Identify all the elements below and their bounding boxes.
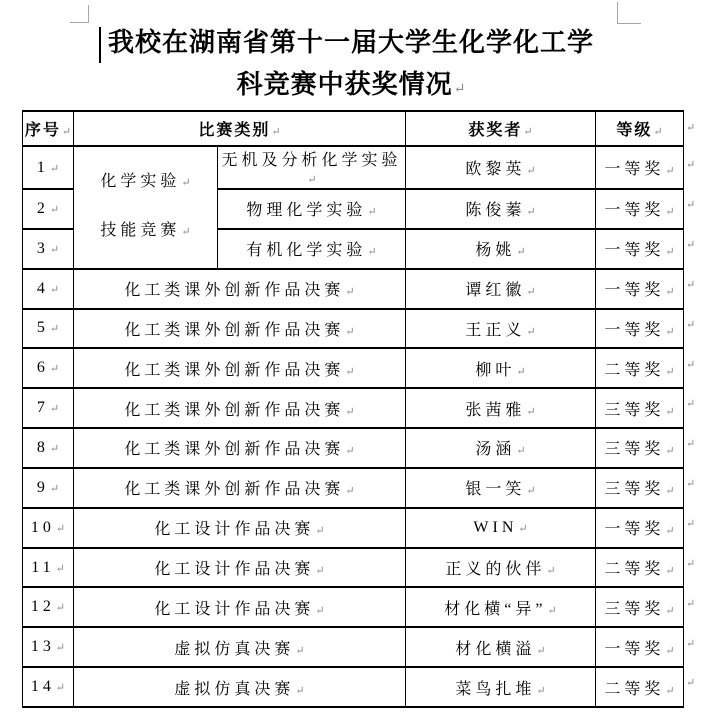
end-of-cell-mark: ↵ <box>665 165 675 177</box>
category-cell[interactable]: 虚拟仿真决赛↵ <box>74 667 406 707</box>
row-number-cell[interactable]: 7↵ <box>23 388 74 428</box>
end-of-row-mark: ↵ <box>686 557 696 570</box>
end-of-cell-mark: ↵ <box>315 565 325 578</box>
row-number-cell[interactable]: 3↵ <box>23 229 74 269</box>
text-boundary-mark-top-left <box>70 5 89 23</box>
end-of-row-marks <box>686 110 702 703</box>
end-of-row-mark: ↵ <box>686 278 696 291</box>
end-of-row-mark: ↵ <box>686 677 696 690</box>
grade-cell[interactable]: 一等奖↵ <box>596 269 684 309</box>
merged-category-line-1: 化学实验↵ <box>100 173 191 191</box>
end-of-cell-mark: ↵ <box>345 445 355 458</box>
end-of-cell-mark: ↵ <box>665 684 675 697</box>
subcategory-cell[interactable]: 有机化学实验↵ <box>218 229 406 269</box>
table-row <box>23 388 684 428</box>
grade-cell[interactable]: 一等奖↵ <box>596 309 684 349</box>
category-cell[interactable]: 化工类课外创新作品决赛↵ <box>74 269 406 309</box>
category-cell[interactable]: 虚拟仿真决赛↵ <box>74 627 406 667</box>
end-of-cell-mark: ↵ <box>49 363 60 376</box>
category-cell[interactable]: 化工类课外创新作品决赛↵ <box>74 309 406 349</box>
end-of-row-mark: ↵ <box>686 358 696 371</box>
end-of-cell-mark: ↵ <box>665 405 675 418</box>
category-cell[interactable]: 化工类课外创新作品决赛↵ <box>74 388 406 428</box>
row-number-cell[interactable]: 10↵ <box>23 508 74 548</box>
grade-cell[interactable]: 一等奖↵ <box>596 229 684 269</box>
winner-cell[interactable]: 柳叶↵ <box>406 348 596 388</box>
end-of-cell-mark: ↵ <box>55 562 65 575</box>
row-number-cell[interactable]: 9↵ <box>23 468 74 508</box>
end-of-cell-mark: ↵ <box>653 126 663 138</box>
winner-cell[interactable]: 谭红徽↵ <box>406 269 596 309</box>
end-of-cell-mark: ↵ <box>665 565 675 578</box>
end-of-cell-mark: ↵ <box>665 365 675 378</box>
end-of-cell-mark: ↵ <box>547 604 557 617</box>
end-of-cell-mark: ↵ <box>345 485 355 498</box>
category-cell[interactable]: 化工类课外创新作品决赛↵ <box>74 468 406 508</box>
header-grade[interactable]: 等级↵ <box>596 111 684 146</box>
header-winner[interactable]: 获奖者↵ <box>406 111 596 146</box>
end-of-cell-mark: ↵ <box>516 445 526 458</box>
winner-cell[interactable]: 张茜雅↵ <box>406 388 596 428</box>
document-title[interactable] <box>0 22 702 111</box>
awards-table[interactable] <box>22 110 684 708</box>
row-number-cell[interactable]: 2↵ <box>23 189 74 229</box>
row-number-cell[interactable]: 14↵ <box>23 667 74 707</box>
winner-cell[interactable]: 材化横“异”↵ <box>406 587 596 627</box>
table-row <box>23 348 684 388</box>
end-of-cell-mark: ↵ <box>271 126 281 138</box>
winner-cell[interactable]: 银一笑↵ <box>406 468 596 508</box>
end-of-cell-mark: ↵ <box>181 226 191 239</box>
end-of-cell-mark: ↵ <box>55 682 66 695</box>
winner-cell[interactable]: 陈俊蓁↵ <box>406 189 596 229</box>
table-row <box>23 667 684 707</box>
end-of-cell-mark: ↵ <box>536 644 546 657</box>
table-row <box>23 428 684 468</box>
end-of-cell-mark: ↵ <box>315 525 325 538</box>
end-of-cell-mark: ↵ <box>295 684 305 697</box>
merged-category-line-2: 技能竞赛↵ <box>100 222 191 240</box>
end-of-cell-mark: ↵ <box>49 482 60 495</box>
grade-cell[interactable]: 三等奖↵ <box>596 587 684 627</box>
winner-cell[interactable]: 欧黎英↵ <box>406 146 596 189</box>
end-of-cell-mark: ↵ <box>526 405 536 418</box>
end-of-row-mark: ↵ <box>686 318 696 331</box>
winner-cell[interactable]: 菜鸟扎堆↵ <box>406 667 596 707</box>
end-of-row-mark: ↵ <box>686 199 696 212</box>
row-number-cell[interactable]: 8↵ <box>23 428 74 468</box>
end-of-cell-mark: ↵ <box>516 246 526 259</box>
end-of-cell-mark: ↵ <box>367 246 377 259</box>
end-of-cell-mark: ↵ <box>665 485 675 498</box>
end-of-cell-mark: ↵ <box>526 286 536 299</box>
end-of-row-mark: ↵ <box>686 597 696 610</box>
end-of-cell-mark: ↵ <box>345 365 355 378</box>
end-of-cell-mark: ↵ <box>665 286 675 299</box>
table-header-row <box>23 111 684 146</box>
grade-cell[interactable]: 一等奖↵ <box>596 508 684 548</box>
end-of-cell-mark: ↵ <box>49 403 60 416</box>
end-of-cell-mark: ↵ <box>536 684 546 697</box>
table-row <box>23 146 684 189</box>
end-of-cell-mark: ↵ <box>546 565 556 578</box>
end-of-cell-mark: ↵ <box>295 644 305 657</box>
end-of-cell-mark: ↵ <box>49 162 60 175</box>
end-of-cell-mark: ↵ <box>345 286 355 299</box>
end-of-cell-mark: ↵ <box>526 485 536 498</box>
winner-cell[interactable]: WIN↵ <box>406 508 596 548</box>
row-number-cell[interactable]: 13↵ <box>23 627 74 667</box>
end-of-cell-mark: ↵ <box>665 644 675 657</box>
table-row <box>23 468 684 508</box>
title-line-1[interactable]: 我校在湖南省第十一届大学生化学化工学 <box>107 28 594 57</box>
end-of-cell-mark: ↵ <box>55 642 66 655</box>
subcategory-cell[interactable]: 物理化学实验↵ <box>218 189 406 229</box>
end-of-cell-mark: ↵ <box>665 325 675 338</box>
end-of-cell-mark: ↵ <box>345 325 355 338</box>
end-of-cell-mark: ↵ <box>345 405 355 418</box>
category-cell[interactable]: 化工类课外创新作品决赛↵ <box>74 348 406 388</box>
grade-cell[interactable]: 一等奖↵ <box>596 189 684 229</box>
row-number-cell[interactable]: 12↵ <box>23 587 74 627</box>
end-of-cell-mark: ↵ <box>49 243 60 256</box>
header-index[interactable]: 序号↵ <box>23 111 74 146</box>
row-number-cell[interactable]: 4↵ <box>23 269 74 309</box>
end-of-cell-mark: ↵ <box>55 602 66 615</box>
end-of-cell-mark: ↵ <box>49 442 60 455</box>
table-row <box>23 508 684 548</box>
end-of-row-mark: ↵ <box>686 637 696 650</box>
end-of-row-mark: ↵ <box>686 159 696 172</box>
end-of-cell-mark: ↵ <box>665 246 675 259</box>
end-of-row-mark: ↵ <box>686 239 696 252</box>
end-of-cell-mark: ↵ <box>49 203 60 216</box>
row-number-cell[interactable]: 1↵ <box>23 146 74 189</box>
header-category[interactable]: 比赛类别↵ <box>74 111 406 146</box>
end-of-cell-mark: ↵ <box>49 323 60 336</box>
category-cell[interactable]: 化工类课外创新作品决赛↵ <box>74 428 406 468</box>
grade-cell[interactable]: 一等奖↵ <box>596 146 684 189</box>
end-of-cell-mark: ↵ <box>523 126 533 138</box>
end-of-row-mark: ↵ <box>686 398 696 411</box>
grade-cell[interactable]: 三等奖↵ <box>596 468 684 508</box>
table-row <box>23 548 684 588</box>
table-row <box>23 627 684 667</box>
end-of-cell-mark: ↵ <box>315 604 325 617</box>
row-number-cell[interactable]: 11↵ <box>23 548 74 588</box>
winner-cell[interactable]: 王正义↵ <box>406 309 596 349</box>
table-row <box>23 309 684 349</box>
end-of-cell-mark: ↵ <box>665 206 675 219</box>
end-of-cell-mark: ↵ <box>49 283 60 296</box>
end-of-row-mark: ↵ <box>686 122 696 134</box>
end-of-cell-mark: ↵ <box>665 525 675 538</box>
end-of-row-mark: ↵ <box>686 478 696 491</box>
table-row <box>23 269 684 309</box>
end-of-cell-mark: ↵ <box>55 522 66 535</box>
grade-cell[interactable]: 二等奖↵ <box>596 548 684 588</box>
end-of-cell-mark: ↵ <box>665 604 675 617</box>
title-line-2[interactable]: 科竞赛中获奖情况↵ <box>236 70 466 99</box>
winner-cell[interactable]: 汤涵↵ <box>406 428 596 468</box>
end-of-cell-mark: ↵ <box>518 522 528 535</box>
grade-cell[interactable]: 一等奖↵ <box>596 627 684 667</box>
table-row <box>23 587 684 627</box>
grade-cell[interactable]: 三等奖↵ <box>596 428 684 468</box>
end-of-cell-mark: ↵ <box>665 445 675 458</box>
winner-cell[interactable]: 材化横溢↵ <box>406 627 596 667</box>
end-of-row-mark: ↵ <box>686 438 696 451</box>
category-cell[interactable]: 化工设计作品决赛↵ <box>74 508 406 548</box>
end-of-cell-mark: ↵ <box>61 126 72 138</box>
row-number-cell[interactable]: 6↵ <box>23 348 74 388</box>
category-cell[interactable]: 化工设计作品决赛↵ <box>74 548 406 588</box>
end-of-cell-mark: ↵ <box>307 174 317 186</box>
subcategory-cell[interactable]: 无机及分析化学实验↵ <box>218 146 406 189</box>
end-of-cell-mark: ↵ <box>526 206 536 219</box>
end-of-cell-mark: ↵ <box>516 365 526 378</box>
end-of-row-mark: ↵ <box>686 518 696 531</box>
grade-cell[interactable]: 二等奖↵ <box>596 667 684 707</box>
winner-cell[interactable]: 杨姚↵ <box>406 229 596 269</box>
text-boundary-mark-top-right <box>617 2 641 24</box>
end-of-cell-mark: ↵ <box>526 325 536 338</box>
grade-cell[interactable]: 二等奖↵ <box>596 348 684 388</box>
merged-category-cell[interactable] <box>74 146 218 269</box>
grade-cell[interactable]: 三等奖↵ <box>596 388 684 428</box>
row-number-cell[interactable]: 5↵ <box>23 309 74 349</box>
end-of-cell-mark: ↵ <box>367 206 377 219</box>
end-of-line-mark: ↵ <box>181 177 191 190</box>
category-cell[interactable]: 化工设计作品决赛↵ <box>74 587 406 627</box>
winner-cell[interactable]: 正义的伙伴↵ <box>406 548 596 588</box>
end-of-cell-mark: ↵ <box>526 165 536 177</box>
paragraph-mark: ↵ <box>453 82 466 97</box>
